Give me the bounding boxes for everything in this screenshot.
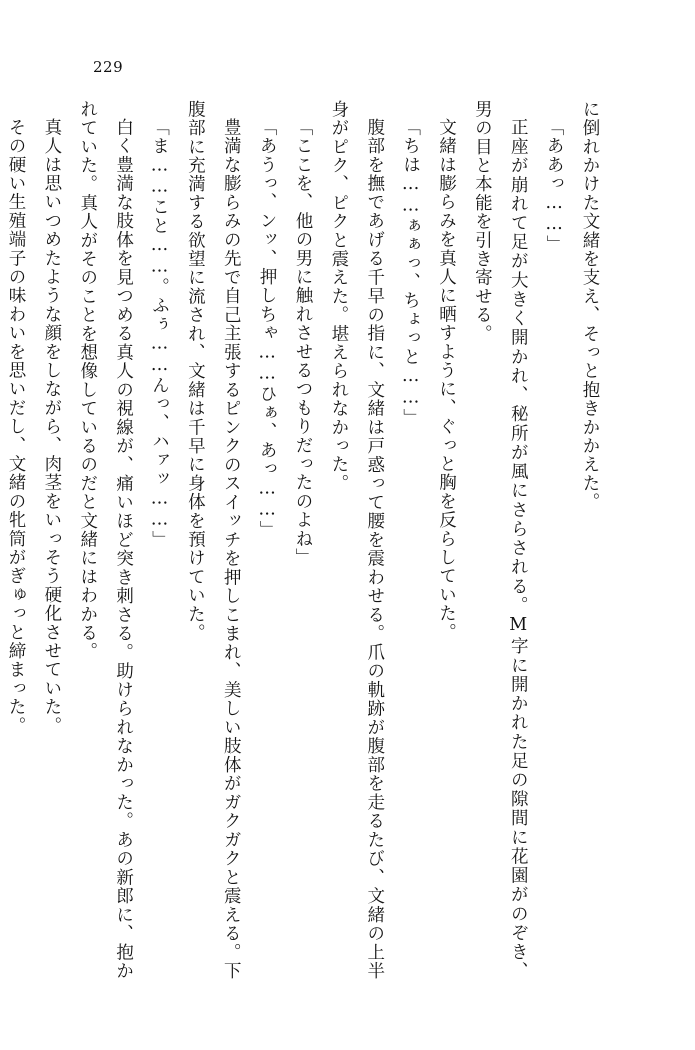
paragraph: 「ちは……ぁぁっ、ちょっと……」: [400, 117, 421, 427]
paragraph: 「ま……こと……。ふぅ……んっ、ハァッ……」: [149, 117, 170, 549]
paragraph: その硬い生殖端子の味わいを思いだし、文緒の牝筒がぎゅっと締まった。: [6, 117, 26, 735]
paragraph: 腹部を撫であげる千早の指に、文緒は戸惑って腰を震わせる。爪の軌跡が腹部を走るたび、文緒の上半身がピク、ピクと震えた。堪えられなかった。: [328, 100, 385, 980]
paragraph: 「あうっ、ンッ、押しちゃ……ひぁ、あっ……」: [257, 117, 278, 539]
paragraph: 真人は思いつめたような顔をしながら、肉茎をいっそう硬化させていた。: [41, 117, 62, 735]
paragraph: 正座が崩れて足が大きく開かれ、秘所が風にさらされる。M字に開かれた足の隙間に花園がのぞき、男の目と本能を引き寄せる。: [472, 100, 529, 980]
paragraph: 豊満な膨らみの先で自己主張するピンクのスイッチを押しこまれ、美しい肢体がガクガクと震える。下腹部に充満する欲望に流され、文緒は千早に身体を預けていた。: [185, 100, 242, 980]
page-text-body: [6, 100, 607, 980]
paragraph: 白く豊満な肢体を見つめる真人の視線が、痛いほど突き刺さる。助けられなかった。あの新郎に、抱かれていた。真人がそのことを想像しているのだと文緒にはわかる。: [77, 100, 134, 980]
paragraph: に倒れかけた文緒を支え、そっと抱きかかえた。: [580, 100, 600, 512]
paragraph: 「ああっ……」: [544, 117, 565, 254]
paragraph: 「ここを、他の男に触れさせるつもりだったのよね」: [293, 117, 313, 567]
page-number: 229: [93, 58, 124, 76]
paragraph: 文緒は膨らみを真人に晒すように、ぐっと胸を反らしていた。: [436, 117, 457, 642]
